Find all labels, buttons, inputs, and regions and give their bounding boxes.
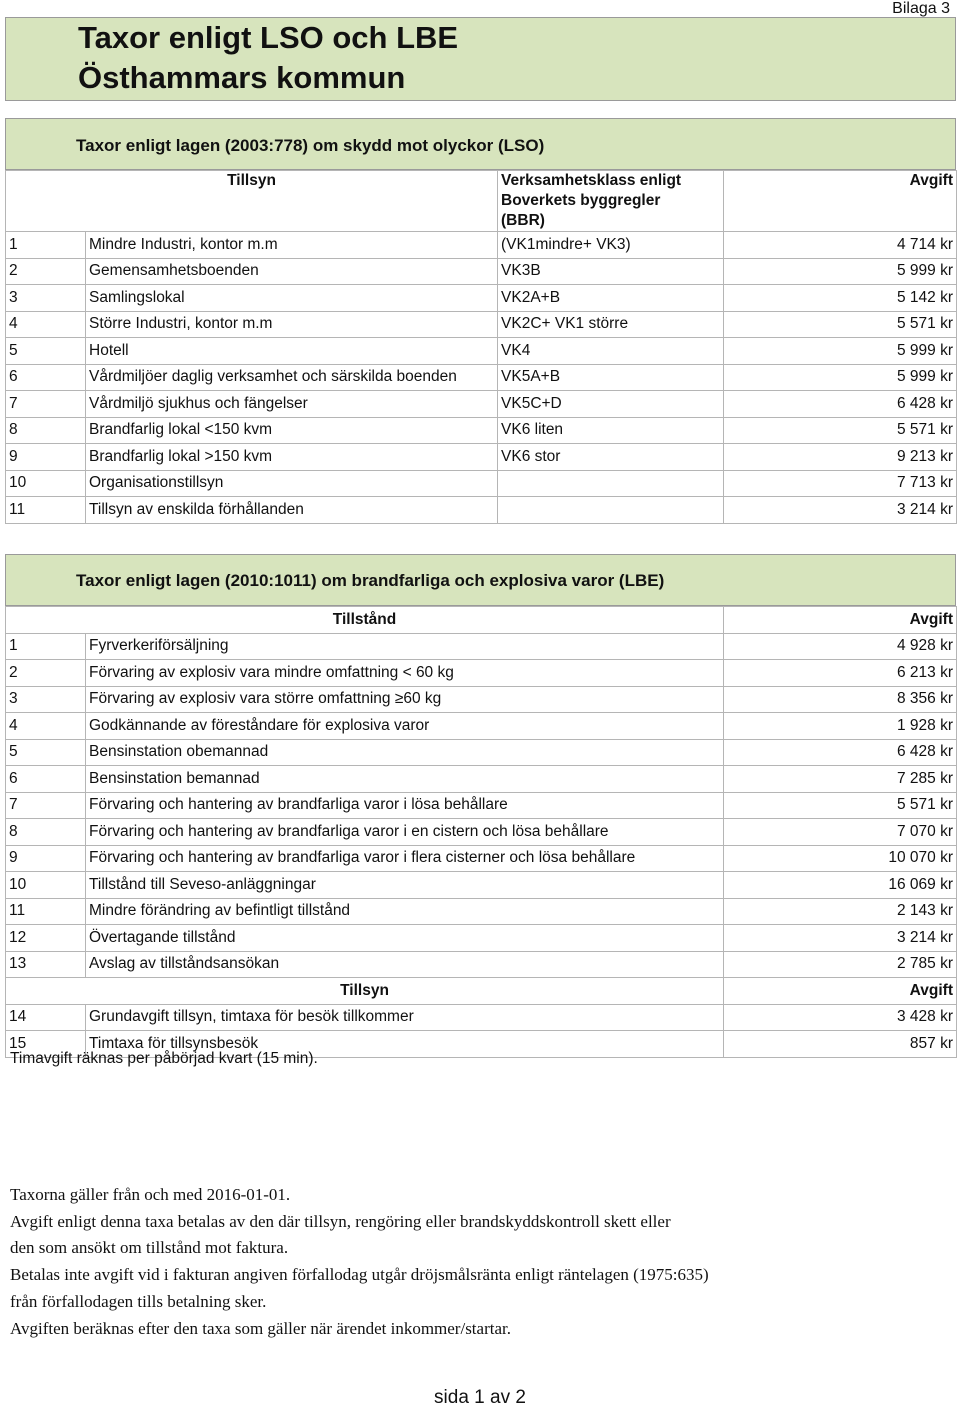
row-description: Förvaring och hantering av brandfarliga varor i flera cisterner och lösa behållare <box>86 845 724 872</box>
row-fee: 857 kr <box>724 1031 957 1058</box>
row-fee: 2 143 kr <box>724 898 957 925</box>
footer-line-4: Betalas inte avgift vid i fakturan angiven förfallodag utgår dröjsmålsränta enligt räntelagen (1975:635) <box>10 1265 709 1284</box>
row-fee: 6 213 kr <box>724 660 957 687</box>
row-fee: 10 070 kr <box>724 845 957 872</box>
row-description: Tillstånd till Seveso-anläggningar <box>86 872 724 899</box>
table-row <box>6 417 957 444</box>
row-verksamhetsklass: VK2C+ VK1 större <box>498 311 724 338</box>
row-description: Mindre förändring av befintligt tillstånd <box>86 898 724 925</box>
row-number: 12 <box>6 925 86 952</box>
row-verksamhetsklass: VK4 <box>498 338 724 365</box>
row-description: Godkännande av föreståndare för explosiva varor <box>86 713 724 740</box>
row-fee: 5 999 kr <box>724 364 957 391</box>
row-number: 15 <box>6 1031 86 1058</box>
table-row <box>6 258 957 285</box>
row-number: 4 <box>6 713 86 740</box>
table-row <box>6 766 957 793</box>
row-fee: 5 571 kr <box>724 311 957 338</box>
row-fee: 3 214 kr <box>724 925 957 952</box>
lso-col-tillsyn: Tillsyn <box>6 171 498 232</box>
row-fee: 2 785 kr <box>724 951 957 978</box>
row-description: Förvaring och hantering av brandfarliga varor i en cistern och lösa behållare <box>86 819 724 846</box>
lbe-tillstand-header-row <box>6 607 957 634</box>
table-row <box>6 819 957 846</box>
lso-fee-table <box>5 170 957 524</box>
table-row <box>6 497 957 524</box>
table-row <box>6 951 957 978</box>
table-row <box>6 686 957 713</box>
table-row <box>6 470 957 497</box>
footer-line-1: Taxorna gäller från och med 2016-01-01. <box>10 1185 291 1204</box>
row-number: 8 <box>6 819 86 846</box>
row-description: Samlingslokal <box>86 285 498 312</box>
table-row <box>6 338 957 365</box>
table-row <box>6 792 957 819</box>
table-row <box>6 444 957 471</box>
row-verksamhetsklass: VK2A+B <box>498 285 724 312</box>
row-description: Bensinstation bemannad <box>86 766 724 793</box>
row-number: 7 <box>6 792 86 819</box>
row-verksamhetsklass <box>498 470 724 497</box>
bilaga-label: Bilaga 3 <box>892 0 950 17</box>
row-number: 8 <box>6 417 86 444</box>
row-fee: 1 928 kr <box>724 713 957 740</box>
row-fee: 5 999 kr <box>724 338 957 365</box>
row-verksamhetsklass: (VK1mindre+ VK3) <box>498 232 724 259</box>
row-number: 5 <box>6 338 86 365</box>
table-row <box>6 285 957 312</box>
lbe-fee-table <box>5 606 957 1058</box>
table-row <box>6 364 957 391</box>
lso-column-header-row <box>6 171 957 232</box>
row-fee: 6 428 kr <box>724 739 957 766</box>
row-number: 4 <box>6 311 86 338</box>
row-description: Timtaxa för tillsynsbesök <box>86 1031 724 1058</box>
table-row <box>6 845 957 872</box>
row-number: 13 <box>6 951 86 978</box>
table-row <box>6 1004 957 1031</box>
row-fee: 8 356 kr <box>724 686 957 713</box>
row-verksamhetsklass: VK5A+B <box>498 364 724 391</box>
lso-col-avgift: Avgift <box>724 171 957 232</box>
table-row <box>6 739 957 766</box>
row-number: 3 <box>6 686 86 713</box>
row-number: 6 <box>6 766 86 793</box>
lbe-col-tillsyn: Tillsyn <box>6 978 724 1005</box>
row-verksamhetsklass: VK6 stor <box>498 444 724 471</box>
lso-heading: Taxor enligt lagen (2003:778) om skydd mot olyckor (LSO) <box>76 136 545 155</box>
row-number: 2 <box>6 258 86 285</box>
table-row <box>6 660 957 687</box>
row-fee: 4 714 kr <box>724 232 957 259</box>
row-number: 2 <box>6 660 86 687</box>
row-verksamhetsklass: VK5C+D <box>498 391 724 418</box>
timavgift-note: Timavgift räknas per påbörjad kvart (15 min). <box>10 1050 318 1067</box>
lso-col-verksamhetsklass <box>498 171 724 232</box>
row-number: 1 <box>6 232 86 259</box>
row-number: 5 <box>6 739 86 766</box>
row-number: 9 <box>6 845 86 872</box>
document-title: Taxor enligt LSO och LBE <box>78 20 459 55</box>
table-row <box>6 311 957 338</box>
row-fee: 3 428 kr <box>724 1004 957 1031</box>
row-fee: 5 999 kr <box>724 258 957 285</box>
row-number: 10 <box>6 872 86 899</box>
row-fee: 7 285 kr <box>724 766 957 793</box>
row-description: Fyrverkeriförsäljning <box>86 633 724 660</box>
row-description: Förvaring av explosiv vara mindre omfattning < 60 kg <box>86 660 724 687</box>
row-number: 3 <box>6 285 86 312</box>
row-description: Organisationstillsyn <box>86 470 498 497</box>
row-description: Vårdmiljö sjukhus och fängelser <box>86 391 498 418</box>
row-number: 11 <box>6 898 86 925</box>
municipality-title: Östhammars kommun <box>78 60 406 95</box>
row-fee: 5 571 kr <box>724 792 957 819</box>
row-description: Större Industri, kontor m.m <box>86 311 498 338</box>
footer-line-3: den som ansökt om tillstånd mot faktura. <box>10 1238 289 1257</box>
row-number: 14 <box>6 1004 86 1031</box>
footer-line-6: Avgiften beräknas efter den taxa som gäller när ärendet inkommer/startar. <box>10 1319 511 1338</box>
row-fee: 6 428 kr <box>724 391 957 418</box>
table-row <box>6 925 957 952</box>
row-verksamhetsklass: VK6 liten <box>498 417 724 444</box>
row-verksamhetsklass <box>498 497 724 524</box>
lbe-tillsyn-header-row <box>6 978 957 1005</box>
row-fee: 16 069 kr <box>724 872 957 899</box>
row-number: 10 <box>6 470 86 497</box>
row-description: Brandfarlig lokal <150 kvm <box>86 417 498 444</box>
row-fee: 3 214 kr <box>724 497 957 524</box>
row-description: Avslag av tillståndsansökan <box>86 951 724 978</box>
lso-col-vk-line2: Boverkets byggregler <box>501 192 661 209</box>
row-description: Förvaring av explosiv vara större omfattning ≥60 kg <box>86 686 724 713</box>
row-number: 7 <box>6 391 86 418</box>
lso-col-vk-line1: Verksamhetsklass enligt <box>501 172 682 189</box>
footer-line-5: från förfallodagen tills betalning sker. <box>10 1292 267 1311</box>
lbe-section-header <box>5 554 956 606</box>
row-description: Hotell <box>86 338 498 365</box>
row-fee: 5 142 kr <box>724 285 957 312</box>
lso-col-vk-line3: (BBR) <box>501 212 545 229</box>
lbe-heading: Taxor enligt lagen (2010:1011) om brandfarliga och explosiva varor (LBE) <box>76 571 665 590</box>
row-description: Grundavgift tillsyn, timtaxa för besök tillkommer <box>86 1004 724 1031</box>
row-description: Mindre Industri, kontor m.m <box>86 232 498 259</box>
lbe-col-avgift-tillsyn: Avgift <box>724 978 957 1005</box>
row-description: Övertagande tillstånd <box>86 925 724 952</box>
row-fee: 5 571 kr <box>724 417 957 444</box>
row-fee: 7 713 kr <box>724 470 957 497</box>
row-number: 1 <box>6 633 86 660</box>
page-number: sida 1 av 2 <box>434 1387 526 1408</box>
title-box <box>5 17 956 101</box>
table-row <box>6 232 957 259</box>
row-description: Förvaring och hantering av brandfarliga varor i lösa behållare <box>86 792 724 819</box>
table-row <box>6 898 957 925</box>
row-description: Tillsyn av enskilda förhållanden <box>86 497 498 524</box>
table-row <box>6 633 957 660</box>
row-description: Bensinstation obemannad <box>86 739 724 766</box>
row-number: 11 <box>6 497 86 524</box>
table-row <box>6 713 957 740</box>
row-number: 9 <box>6 444 86 471</box>
table-row <box>6 872 957 899</box>
lbe-col-avgift: Avgift <box>724 607 957 634</box>
row-description: Gemensamhetsboenden <box>86 258 498 285</box>
row-number: 6 <box>6 364 86 391</box>
row-description: Brandfarlig lokal >150 kvm <box>86 444 498 471</box>
table-row <box>6 391 957 418</box>
row-fee: 4 928 kr <box>724 633 957 660</box>
row-description: Vårdmiljöer daglig verksamhet och särskilda boenden <box>86 364 498 391</box>
lbe-col-tillstand: Tillstånd <box>6 607 724 634</box>
row-verksamhetsklass: VK3B <box>498 258 724 285</box>
row-fee: 7 070 kr <box>724 819 957 846</box>
row-fee: 9 213 kr <box>724 444 957 471</box>
footer-line-2: Avgift enligt denna taxa betalas av den där tillsyn, rengöring eller brandskyddskontroll skett eller <box>10 1212 671 1231</box>
lso-section-header <box>5 118 956 170</box>
